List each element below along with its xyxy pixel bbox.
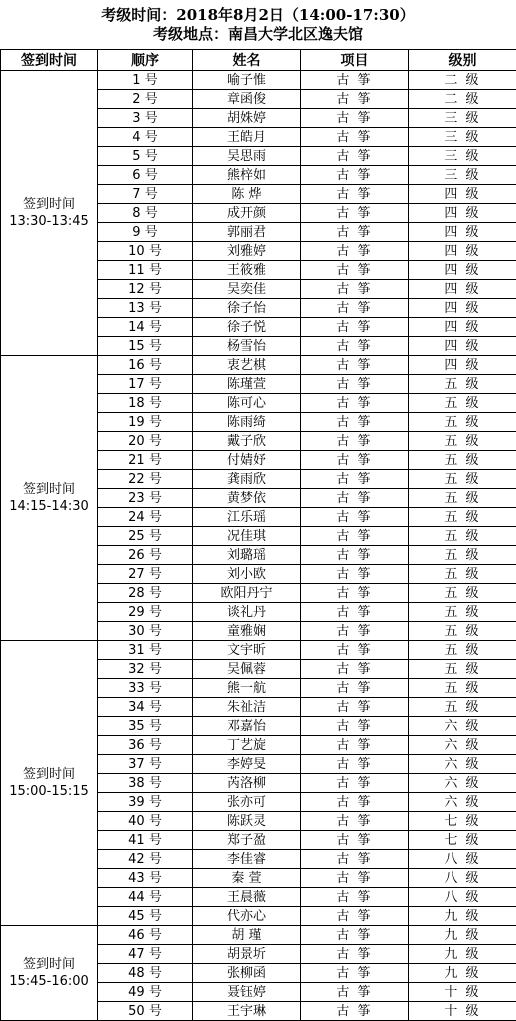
order-cell: 8 号	[98, 204, 193, 223]
item-cell: 古 筝	[301, 394, 409, 413]
item-cell: 古 筝	[301, 356, 409, 375]
name-cell: 黄梦依	[193, 489, 301, 508]
column-header-checkin-time: 签到时间	[1, 50, 98, 71]
name-cell: 吴奕佳	[193, 280, 301, 299]
level-cell: 五 级	[409, 489, 516, 508]
item-cell: 古 筝	[301, 717, 409, 736]
name-cell: 王宇琳	[193, 1002, 301, 1021]
level-cell: 四 级	[409, 223, 516, 242]
item-cell: 古 筝	[301, 432, 409, 451]
column-header-order: 顺序	[98, 50, 193, 71]
order-cell: 1 号	[98, 71, 193, 90]
name-cell: 郑子盈	[193, 831, 301, 850]
name-cell: 吴佩蓉	[193, 660, 301, 679]
checkin-time-range: 14:15-14:30	[1, 498, 97, 515]
order-cell: 2 号	[98, 90, 193, 109]
level-cell: 五 级	[409, 603, 516, 622]
order-cell: 21 号	[98, 451, 193, 470]
name-cell: 江乐瑶	[193, 508, 301, 527]
level-cell: 九 级	[409, 907, 516, 926]
level-cell: 九 级	[409, 926, 516, 945]
column-header-item: 项目	[301, 50, 409, 71]
name-cell: 陈瑾萱	[193, 375, 301, 394]
item-cell: 古 筝	[301, 850, 409, 869]
level-cell: 五 级	[409, 565, 516, 584]
order-cell: 34 号	[98, 698, 193, 717]
level-cell: 八 级	[409, 888, 516, 907]
name-cell: 童雅娴	[193, 622, 301, 641]
order-cell: 30 号	[98, 622, 193, 641]
name-cell: 谈礼丹	[193, 603, 301, 622]
header-row	[1, 50, 516, 71]
item-cell: 古 筝	[301, 280, 409, 299]
level-cell: 四 级	[409, 261, 516, 280]
item-cell: 古 筝	[301, 299, 409, 318]
item-cell: 古 筝	[301, 147, 409, 166]
order-cell: 7 号	[98, 185, 193, 204]
item-cell: 古 筝	[301, 926, 409, 945]
name-cell: 龚雨欣	[193, 470, 301, 489]
name-cell: 付婧妤	[193, 451, 301, 470]
order-cell: 17 号	[98, 375, 193, 394]
item-cell: 古 筝	[301, 736, 409, 755]
item-cell: 古 筝	[301, 204, 409, 223]
order-cell: 48 号	[98, 964, 193, 983]
name-cell: 戴子欣	[193, 432, 301, 451]
level-cell: 九 级	[409, 945, 516, 964]
order-cell: 22 号	[98, 470, 193, 489]
item-cell: 古 筝	[301, 831, 409, 850]
order-cell: 42 号	[98, 850, 193, 869]
level-cell: 五 级	[409, 470, 516, 489]
item-cell: 古 筝	[301, 793, 409, 812]
name-cell: 熊梓如	[193, 166, 301, 185]
checkin-time-cell	[1, 356, 98, 641]
order-cell: 28 号	[98, 584, 193, 603]
item-cell: 古 筝	[301, 1002, 409, 1021]
item-cell: 古 筝	[301, 698, 409, 717]
level-cell: 四 级	[409, 185, 516, 204]
level-cell: 五 级	[409, 584, 516, 603]
order-cell: 36 号	[98, 736, 193, 755]
order-cell: 33 号	[98, 679, 193, 698]
item-cell: 古 筝	[301, 223, 409, 242]
order-cell: 5 号	[98, 147, 193, 166]
level-cell: 三 级	[409, 147, 516, 166]
level-cell: 三 级	[409, 128, 516, 147]
level-cell: 二 级	[409, 71, 516, 90]
item-cell: 古 筝	[301, 603, 409, 622]
level-cell: 六 级	[409, 736, 516, 755]
level-cell: 四 级	[409, 356, 516, 375]
order-cell: 4 号	[98, 128, 193, 147]
level-cell: 十 级	[409, 983, 516, 1002]
item-cell: 古 筝	[301, 489, 409, 508]
name-cell: 郭丽君	[193, 223, 301, 242]
order-cell: 6 号	[98, 166, 193, 185]
item-cell: 古 筝	[301, 508, 409, 527]
order-cell: 39 号	[98, 793, 193, 812]
name-cell: 欧阳丹宁	[193, 584, 301, 603]
item-cell: 古 筝	[301, 983, 409, 1002]
level-cell: 八 级	[409, 869, 516, 888]
order-cell: 37 号	[98, 755, 193, 774]
name-cell: 刘璐瑶	[193, 546, 301, 565]
level-cell: 五 级	[409, 413, 516, 432]
name-cell: 喻子惟	[193, 71, 301, 90]
item-cell: 古 筝	[301, 964, 409, 983]
level-cell: 五 级	[409, 375, 516, 394]
item-cell: 古 筝	[301, 337, 409, 356]
order-cell: 38 号	[98, 774, 193, 793]
level-cell: 五 级	[409, 527, 516, 546]
level-cell: 九 级	[409, 964, 516, 983]
name-cell: 朱祉洁	[193, 698, 301, 717]
order-cell: 14 号	[98, 318, 193, 337]
level-cell: 二 级	[409, 90, 516, 109]
name-cell: 陈可心	[193, 394, 301, 413]
name-cell: 刘小欧	[193, 565, 301, 584]
level-cell: 七 级	[409, 831, 516, 850]
order-cell: 20 号	[98, 432, 193, 451]
name-cell: 邓嘉怡	[193, 717, 301, 736]
item-cell: 古 筝	[301, 945, 409, 964]
name-cell: 杨雪怡	[193, 337, 301, 356]
order-cell: 19 号	[98, 413, 193, 432]
level-cell: 六 级	[409, 793, 516, 812]
order-cell: 23 号	[98, 489, 193, 508]
item-cell: 古 筝	[301, 90, 409, 109]
level-cell: 五 级	[409, 641, 516, 660]
order-cell: 11 号	[98, 261, 193, 280]
item-cell: 古 筝	[301, 869, 409, 888]
order-cell: 26 号	[98, 546, 193, 565]
checkin-time-label: 签到时间	[1, 481, 97, 498]
order-cell: 50 号	[98, 1002, 193, 1021]
name-cell: 章函俊	[193, 90, 301, 109]
checkin-time-range: 15:00-15:15	[1, 783, 97, 800]
order-cell: 24 号	[98, 508, 193, 527]
name-cell: 吴思雨	[193, 147, 301, 166]
order-cell: 49 号	[98, 983, 193, 1002]
order-cell: 25 号	[98, 527, 193, 546]
name-cell: 刘雅婷	[193, 242, 301, 261]
name-cell: 秦 萱	[193, 869, 301, 888]
level-cell: 六 级	[409, 717, 516, 736]
item-cell: 古 筝	[301, 261, 409, 280]
item-cell: 古 筝	[301, 774, 409, 793]
checkin-time-label: 签到时间	[1, 766, 97, 783]
level-cell: 五 级	[409, 546, 516, 565]
exam-place-title: 考级地点：南昌大学北区逸夫馆	[0, 25, 516, 44]
order-cell: 18 号	[98, 394, 193, 413]
order-cell: 27 号	[98, 565, 193, 584]
order-cell: 46 号	[98, 926, 193, 945]
order-cell: 16 号	[98, 356, 193, 375]
level-cell: 八 级	[409, 850, 516, 869]
name-cell: 陈雨绮	[193, 413, 301, 432]
table-row	[1, 641, 516, 660]
name-cell: 聂钰婷	[193, 983, 301, 1002]
checkin-time-cell	[1, 926, 98, 1021]
name-cell: 文宇昕	[193, 641, 301, 660]
order-cell: 40 号	[98, 812, 193, 831]
level-cell: 四 级	[409, 242, 516, 261]
item-cell: 古 筝	[301, 413, 409, 432]
name-cell: 熊一航	[193, 679, 301, 698]
item-cell: 古 筝	[301, 660, 409, 679]
name-cell: 徐子悦	[193, 318, 301, 337]
item-cell: 古 筝	[301, 527, 409, 546]
item-cell: 古 筝	[301, 375, 409, 394]
name-cell: 况佳琪	[193, 527, 301, 546]
item-cell: 古 筝	[301, 166, 409, 185]
checkin-time-cell	[1, 71, 98, 356]
name-cell: 衷艺棋	[193, 356, 301, 375]
level-cell: 四 级	[409, 337, 516, 356]
order-cell: 47 号	[98, 945, 193, 964]
level-cell: 五 级	[409, 394, 516, 413]
checkin-time-range: 13:30-13:45	[1, 213, 97, 230]
checkin-time-cell	[1, 641, 98, 926]
checkin-time-label: 签到时间	[1, 956, 97, 973]
item-cell: 古 筝	[301, 546, 409, 565]
order-cell: 41 号	[98, 831, 193, 850]
level-cell: 七 级	[409, 812, 516, 831]
checkin-time-label: 签到时间	[1, 196, 97, 213]
level-cell: 三 级	[409, 109, 516, 128]
name-cell: 李佳睿	[193, 850, 301, 869]
item-cell: 古 筝	[301, 109, 409, 128]
checkin-time-range: 15:45-16:00	[1, 973, 97, 990]
level-cell: 五 级	[409, 622, 516, 641]
order-cell: 35 号	[98, 717, 193, 736]
table-row	[1, 926, 516, 945]
name-cell: 陈 烨	[193, 185, 301, 204]
item-cell: 古 筝	[301, 641, 409, 660]
order-cell: 31 号	[98, 641, 193, 660]
column-header-name: 姓名	[193, 50, 301, 71]
name-cell: 李婷旻	[193, 755, 301, 774]
item-cell: 古 筝	[301, 71, 409, 90]
level-cell: 六 级	[409, 755, 516, 774]
level-cell: 五 级	[409, 698, 516, 717]
item-cell: 古 筝	[301, 451, 409, 470]
name-cell: 张亦可	[193, 793, 301, 812]
schedule-table	[0, 49, 516, 1021]
order-cell: 45 号	[98, 907, 193, 926]
item-cell: 古 筝	[301, 318, 409, 337]
order-cell: 32 号	[98, 660, 193, 679]
table-row	[1, 71, 516, 90]
level-cell: 五 级	[409, 660, 516, 679]
order-cell: 44 号	[98, 888, 193, 907]
order-cell: 13 号	[98, 299, 193, 318]
level-cell: 四 级	[409, 318, 516, 337]
level-cell: 五 级	[409, 679, 516, 698]
name-cell: 张柳函	[193, 964, 301, 983]
item-cell: 古 筝	[301, 888, 409, 907]
item-cell: 古 筝	[301, 755, 409, 774]
item-cell: 古 筝	[301, 622, 409, 641]
name-cell: 王皓月	[193, 128, 301, 147]
name-cell: 代亦心	[193, 907, 301, 926]
item-cell: 古 筝	[301, 565, 409, 584]
item-cell: 古 筝	[301, 128, 409, 147]
item-cell: 古 筝	[301, 584, 409, 603]
order-cell: 15 号	[98, 337, 193, 356]
item-cell: 古 筝	[301, 679, 409, 698]
name-cell: 王晨薇	[193, 888, 301, 907]
level-cell: 五 级	[409, 508, 516, 527]
name-cell: 胡景圻	[193, 945, 301, 964]
name-cell: 芮洛柳	[193, 774, 301, 793]
level-cell: 四 级	[409, 280, 516, 299]
name-cell: 丁艺旋	[193, 736, 301, 755]
level-cell: 六 级	[409, 774, 516, 793]
table-body	[1, 71, 516, 1021]
level-cell: 四 级	[409, 299, 516, 318]
name-cell: 成开颜	[193, 204, 301, 223]
item-cell: 古 筝	[301, 470, 409, 489]
order-cell: 12 号	[98, 280, 193, 299]
level-cell: 十 级	[409, 1002, 516, 1021]
order-cell: 43 号	[98, 869, 193, 888]
column-header-level: 级别	[409, 50, 516, 71]
item-cell: 古 筝	[301, 907, 409, 926]
item-cell: 古 筝	[301, 242, 409, 261]
name-cell: 胡姝婷	[193, 109, 301, 128]
level-cell: 五 级	[409, 451, 516, 470]
item-cell: 古 筝	[301, 812, 409, 831]
level-cell: 四 级	[409, 204, 516, 223]
table-row	[1, 356, 516, 375]
order-cell: 10 号	[98, 242, 193, 261]
name-cell: 王筱雅	[193, 261, 301, 280]
order-cell: 3 号	[98, 109, 193, 128]
name-cell: 徐子怡	[193, 299, 301, 318]
level-cell: 三 级	[409, 166, 516, 185]
item-cell: 古 筝	[301, 185, 409, 204]
table-header	[1, 50, 516, 71]
exam-time-title: 考级时间：2018年8月2日（14:00-17:30）	[0, 6, 516, 25]
level-cell: 五 级	[409, 432, 516, 451]
name-cell: 胡 瑾	[193, 926, 301, 945]
order-cell: 9 号	[98, 223, 193, 242]
name-cell: 陈跃灵	[193, 812, 301, 831]
order-cell: 29 号	[98, 603, 193, 622]
